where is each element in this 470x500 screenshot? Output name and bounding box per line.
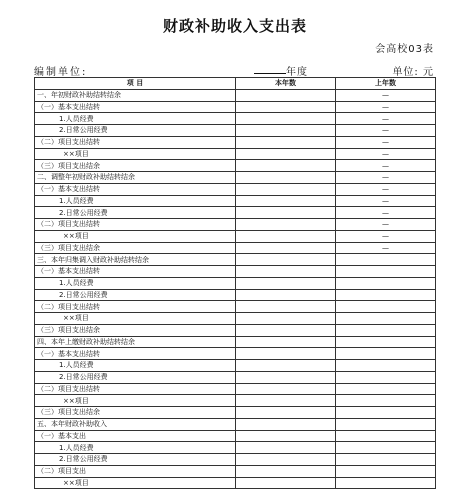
row-item-label: 2.日常公用经费: [35, 454, 236, 466]
table-row: [35, 195, 436, 207]
row-item-label: ××项目: [35, 148, 236, 160]
table-row: [35, 207, 436, 219]
prior-year-cell[interactable]: —: [336, 125, 436, 137]
table-row: [35, 477, 436, 489]
current-year-cell[interactable]: [236, 301, 336, 313]
current-year-cell[interactable]: [236, 113, 336, 125]
currency-unit-label: 单位: 元: [392, 67, 434, 78]
prior-year-cell[interactable]: —: [336, 207, 436, 219]
current-year-cell[interactable]: [236, 148, 336, 160]
current-year-cell[interactable]: [236, 395, 336, 407]
table-row: [35, 242, 436, 254]
table-row: [35, 125, 436, 137]
row-item-label: （三）项目支出结余: [35, 242, 236, 254]
row-item-label: ××项目: [35, 395, 236, 407]
row-item-label: （一）基本支出结转: [35, 183, 236, 195]
prior-year-cell[interactable]: [336, 465, 436, 477]
prior-year-cell[interactable]: [336, 277, 436, 289]
row-item-label: （一）基本支出: [35, 430, 236, 442]
prior-year-cell[interactable]: —: [336, 89, 436, 101]
unit-label: 编制单位:: [34, 67, 88, 78]
current-year-cell[interactable]: [236, 371, 336, 383]
table-row: [35, 148, 436, 160]
current-year-cell[interactable]: [236, 348, 336, 360]
current-year-cell[interactable]: [236, 89, 336, 101]
prior-year-cell[interactable]: [336, 348, 436, 360]
row-item-label: 1.人员经费: [35, 277, 236, 289]
current-year-cell[interactable]: [236, 183, 336, 195]
table-row: [35, 313, 436, 325]
row-item-label: 2.日常公用经费: [35, 125, 236, 137]
table-row: [35, 395, 436, 407]
year-blank-line: [254, 73, 286, 74]
current-year-cell[interactable]: [236, 254, 336, 266]
row-item-label: ××项目: [35, 230, 236, 242]
prior-year-cell[interactable]: [336, 371, 436, 383]
prior-year-cell[interactable]: —: [336, 101, 436, 113]
row-item-label: （一）基本支出结转: [35, 266, 236, 278]
row-item-label: 1.人员经费: [35, 113, 236, 125]
table-row: [35, 301, 436, 313]
current-year-cell[interactable]: [236, 465, 336, 477]
table-row: [35, 219, 436, 231]
page-title: 财政补助收入支出表: [162, 17, 307, 35]
row-item-label: （三）项目支出结余: [35, 160, 236, 172]
current-year-cell[interactable]: [236, 383, 336, 395]
row-item-label: （一）基本支出结转: [35, 101, 236, 113]
table-row: [35, 430, 436, 442]
table-row: [35, 465, 436, 477]
row-item-label: ××项目: [35, 313, 236, 325]
row-item-label: ××项目: [35, 477, 236, 489]
current-year-cell[interactable]: [236, 430, 336, 442]
table-row: [35, 230, 436, 242]
current-year-cell[interactable]: [236, 324, 336, 336]
current-year-cell[interactable]: [236, 360, 336, 372]
prior-year-cell[interactable]: [336, 336, 436, 348]
form-number: 会高校03表: [375, 44, 434, 55]
table-row: [35, 183, 436, 195]
table-row: [35, 113, 436, 125]
column-header-item: 项 目: [35, 78, 236, 90]
prior-year-cell[interactable]: —: [336, 219, 436, 231]
current-year-cell[interactable]: [236, 219, 336, 231]
prior-year-cell[interactable]: —: [336, 113, 436, 125]
row-item-label: （二）项目支出结转: [35, 383, 236, 395]
table-row: [35, 383, 436, 395]
table-row: [35, 101, 436, 113]
row-item-label: 1.人员经费: [35, 442, 236, 454]
prior-year-cell[interactable]: [336, 254, 436, 266]
row-item-label: 三、本年归集调入财政补助结转结余: [35, 254, 236, 266]
row-item-label: （一）基本支出结转: [35, 348, 236, 360]
prior-year-cell[interactable]: —: [336, 160, 436, 172]
row-item-label: （二）项目支出结转: [35, 301, 236, 313]
prior-year-cell[interactable]: —: [336, 195, 436, 207]
prior-year-cell[interactable]: [336, 395, 436, 407]
current-year-cell[interactable]: [236, 195, 336, 207]
row-item-label: 一、年初财政补助结转结余: [35, 89, 236, 101]
table-row: [35, 371, 436, 383]
table-row: [35, 324, 436, 336]
current-year-cell[interactable]: [236, 230, 336, 242]
prior-year-cell[interactable]: [336, 442, 436, 454]
prior-year-cell[interactable]: [336, 418, 436, 430]
prior-year-cell[interactable]: [336, 477, 436, 489]
current-year-cell[interactable]: [236, 242, 336, 254]
header-info-bar: [34, 63, 434, 77]
current-year-cell[interactable]: [236, 407, 336, 419]
prior-year-cell[interactable]: [336, 301, 436, 313]
table-row: [35, 266, 436, 278]
row-item-label: 2.日常公用经费: [35, 289, 236, 301]
current-year-cell[interactable]: [236, 160, 336, 172]
table-row: [35, 348, 436, 360]
prior-year-cell[interactable]: [336, 360, 436, 372]
row-item-label: 1.人员经费: [35, 195, 236, 207]
table-row: [35, 160, 436, 172]
row-item-label: （二）项目支出结转: [35, 219, 236, 231]
column-header-current-year: 本年数: [236, 78, 336, 90]
current-year-cell[interactable]: [236, 172, 336, 184]
table-row: [35, 289, 436, 301]
prior-year-cell[interactable]: [336, 313, 436, 325]
table-row: [35, 136, 436, 148]
prior-year-cell[interactable]: [336, 407, 436, 419]
table-row: [35, 336, 436, 348]
row-item-label: 二、调整年初财政补助结转结余: [35, 172, 236, 184]
current-year-cell[interactable]: [236, 207, 336, 219]
table-row: [35, 407, 436, 419]
prior-year-cell[interactable]: [336, 454, 436, 466]
table-row: [35, 454, 436, 466]
column-header-prior-year: 上年数: [336, 78, 436, 90]
current-year-cell[interactable]: [236, 477, 336, 489]
prior-year-cell[interactable]: —: [336, 183, 436, 195]
table-row: [35, 277, 436, 289]
table-header-row: [35, 78, 436, 90]
table-row: [35, 418, 436, 430]
row-item-label: 四、本年上缴财政补助结转结余: [35, 336, 236, 348]
prior-year-cell[interactable]: [336, 383, 436, 395]
table-row: [35, 360, 436, 372]
current-year-cell[interactable]: [236, 454, 336, 466]
row-item-label: （三）项目支出结余: [35, 407, 236, 419]
table-row: [35, 254, 436, 266]
prior-year-cell[interactable]: —: [336, 172, 436, 184]
prior-year-cell[interactable]: —: [336, 230, 436, 242]
current-year-cell[interactable]: [236, 136, 336, 148]
subsidy-table: [34, 77, 436, 489]
table-row: [35, 172, 436, 184]
row-item-label: 五、本年财政补助收入: [35, 418, 236, 430]
current-year-cell[interactable]: [236, 266, 336, 278]
row-item-label: （二）项目支出结转: [35, 136, 236, 148]
current-year-cell[interactable]: [236, 336, 336, 348]
year-label: 年度: [286, 67, 308, 78]
current-year-cell[interactable]: [236, 277, 336, 289]
current-year-cell[interactable]: [236, 313, 336, 325]
prior-year-cell[interactable]: [336, 266, 436, 278]
row-item-label: 2.日常公用经费: [35, 371, 236, 383]
row-item-label: （二）项目支出: [35, 465, 236, 477]
prior-year-cell[interactable]: —: [336, 148, 436, 160]
row-item-label: 1.人员经费: [35, 360, 236, 372]
prior-year-cell[interactable]: [336, 430, 436, 442]
row-item-label: （三）项目支出结余: [35, 324, 236, 336]
prior-year-cell[interactable]: [336, 324, 436, 336]
prior-year-cell[interactable]: [336, 289, 436, 301]
prior-year-cell[interactable]: —: [336, 242, 436, 254]
current-year-cell[interactable]: [236, 101, 336, 113]
current-year-cell[interactable]: [236, 125, 336, 137]
table-row: [35, 442, 436, 454]
prior-year-cell[interactable]: —: [336, 136, 436, 148]
row-item-label: 2.日常公用经费: [35, 207, 236, 219]
table-row: [35, 89, 436, 101]
current-year-cell[interactable]: [236, 418, 336, 430]
current-year-cell[interactable]: [236, 442, 336, 454]
current-year-cell[interactable]: [236, 289, 336, 301]
